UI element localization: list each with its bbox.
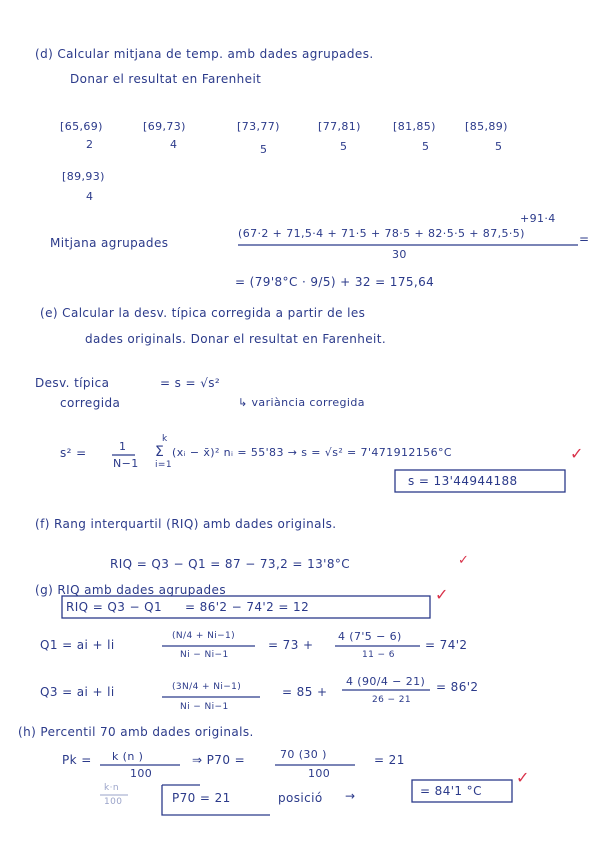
q1-result: = 74'2 xyxy=(425,638,468,652)
q1-mid: = 73 + xyxy=(268,638,314,652)
riq-original: RIQ = Q3 − Q1 = 87 − 73,2 = 13'8°C xyxy=(110,557,351,571)
interval-3: [77,81) xyxy=(318,120,361,133)
s-boxed-result: s = 13'44944188 xyxy=(408,474,518,488)
section-g-header: (g) RIQ amb dades agrupades xyxy=(35,583,226,597)
interval-2: [73,77) xyxy=(237,120,280,133)
q3-num: (3N/4 + Ni−1) xyxy=(172,682,242,692)
pk-lhs: Pk = xyxy=(62,753,92,767)
section-d-subheader: Donar el resultat en Farenheit xyxy=(70,72,262,86)
arrow: → xyxy=(345,789,356,803)
q1-den2: 11 − 6 xyxy=(362,650,395,660)
mean-numerator: (67·2 + 71,5·4 + 71·5 + 78·5 + 82·5·5 + 87,5·5) xyxy=(238,227,525,240)
mean-label: Mitjana agrupades xyxy=(50,236,169,250)
frac-den: N−1 xyxy=(113,457,139,470)
q1-num: (N/4 + Ni−1) xyxy=(172,631,236,641)
checkmark-h: ✓ xyxy=(516,768,530,787)
freq-6: 4 xyxy=(86,190,94,203)
interval-4: [81,85) xyxy=(393,120,436,133)
checkmark-e: ✓ xyxy=(570,444,584,463)
freq-5: 5 xyxy=(495,140,503,153)
mean-result: = (79'8°C · 9/5) + 32 = 175,64 xyxy=(235,275,435,289)
section-h-header: (h) Percentil 70 amb dades originals. xyxy=(18,725,254,739)
checkmark-f: ✓ xyxy=(458,553,469,568)
riq-grouped-rest: = 86'2 − 74'2 = 12 xyxy=(185,600,310,614)
desv-label-2: corregida xyxy=(60,396,121,410)
s2-expression: (xᵢ − x̄)² nᵢ = 55'83 → s = √s² = 7'471912156°C xyxy=(172,446,452,459)
freq-4: 5 xyxy=(422,140,430,153)
frac-num: 1 xyxy=(119,440,127,453)
section-e-header: (e) Calcular la desv. típica corregida a partir de les xyxy=(40,306,366,320)
q1-den: Ni − Ni−1 xyxy=(180,650,229,660)
desv-label: Desv. típica xyxy=(35,376,110,390)
q3-den2: 26 − 21 xyxy=(372,695,411,705)
interval-5: [85,89) xyxy=(465,120,508,133)
pk-den2: 100 xyxy=(308,767,331,780)
q3-num2: 4 (90/4 − 21) xyxy=(346,675,426,688)
checkmark-g: ✓ xyxy=(435,585,449,604)
desv-formula: = s = √s² xyxy=(160,376,221,390)
freq-0: 2 xyxy=(86,138,94,151)
freq-3: 5 xyxy=(340,140,348,153)
q3-mid: = 85 + xyxy=(282,685,328,699)
q3-result: = 86'2 xyxy=(436,680,479,694)
interval-6: [89,93) xyxy=(62,170,105,183)
pk-num2: 70 (30 ) xyxy=(280,748,327,761)
s2-label: s² = xyxy=(60,446,87,460)
side-note-bottom: 100 xyxy=(104,797,123,807)
q1-num2: 4 (7'5 − 6) xyxy=(338,630,402,643)
pk-mid: ⇒ P70 = xyxy=(192,753,246,767)
mean-denominator: 30 xyxy=(392,248,407,261)
q1-lhs: Q1 = ai + li xyxy=(40,638,115,652)
section-e-subheader: dades originals. Donar el resultat en Farenheit. xyxy=(85,332,387,346)
sum-top: k xyxy=(162,434,168,444)
sum-symbol: Σ xyxy=(155,444,165,460)
section-d-header: (d) Calcular mitjana de temp. amb dades agrupades. xyxy=(35,47,374,61)
p70-box: P70 = 21 xyxy=(172,791,231,805)
q3-den: Ni − Ni−1 xyxy=(180,702,229,712)
p70-result: = 84'1 °C xyxy=(420,784,482,798)
pk-result: = 21 xyxy=(374,753,405,767)
posicio-label: posició xyxy=(278,791,323,805)
freq-2: 5 xyxy=(260,143,268,156)
q3-lhs: Q3 = ai + li xyxy=(40,685,115,699)
riq-box-label: RIQ = Q3 − Q1 xyxy=(66,600,163,614)
desv-note: ↳ variància corregida xyxy=(238,396,365,409)
mean-equals: = xyxy=(579,232,590,246)
freq-1: 4 xyxy=(170,138,178,151)
pk-den: 100 xyxy=(130,767,153,780)
section-f-header: (f) Rang interquartil (RIQ) amb dades originals. xyxy=(35,517,337,531)
sum-bottom: i=1 xyxy=(155,460,172,470)
pk-num: k (n ) xyxy=(112,750,144,763)
interval-1: [69,73) xyxy=(143,120,186,133)
mean-extra-term: +91·4 xyxy=(520,212,556,225)
interval-0: [65,69) xyxy=(60,120,103,133)
side-note-top: k·n xyxy=(104,783,119,793)
